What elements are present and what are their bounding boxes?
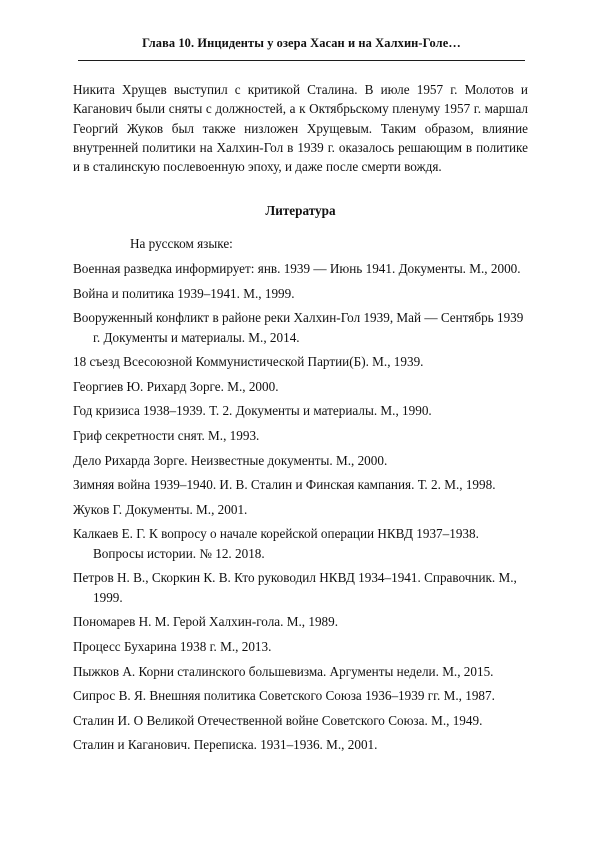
bibliography-entry: Георгиев Ю. Рихард Зорге. М., 2000. [73,378,279,394]
language-label: На русском языке: [130,235,233,251]
bibliography-entry: Пономарев Н. М. Герой Халхин-гола. М., 1989. [73,614,339,630]
bibliography-entry: Сипрос В. Я. Внешняя политика Советского Союза 1936–1939 гг. М., 1987. [73,688,495,704]
bibliography-entry: Калкаев Е. Г. К вопросу о начале корейской операции НКВД 1937–1938. Вопросы истории. № 12. 2018. [73,526,479,561]
bibliography-entry: Пыжков А. Корни сталинского большевизма. Аргументы недели. М., 2015. [73,663,494,679]
header-rule-divider [78,60,525,61]
bibliography-entry: Сталин И. О Великой Отечественной войне Советского Союза. М., 1949. [73,712,483,728]
bibliography-entry: 18 съезд Всесоюзной Коммунистической Партии(Б). М., 1939. [73,354,424,370]
bibliography-entry: Вооруженный конфликт в районе реки Халхин-Гол 1939, Май — Сентябрь 1939 г. Документы и материалы. М., 2014. [73,310,524,345]
bibliography-entry: Военная разведка информирует: янв. 1939 — Июнь 1941. Документы. М., 2000. [73,261,521,277]
bibliography-entry: Дело Рихарда Зорге. Неизвестные документы. М., 2000. [73,452,388,468]
bibliography-entry: Жуков Г. Документы. М., 2001. [73,501,248,517]
page-content [73,80,528,760]
bibliography-entry: Петров Н. В., Скоркин К. В. Кто руководил НКВД 1934–1941. Справочник. М., 1999. [73,570,517,605]
bibliography-entry: Процесс Бухарина 1938 г. М., 2013. [73,639,272,655]
bibliography-entry: Сталин и Каганович. Переписка. 1931–1936. М., 2001. [73,737,378,753]
literature-heading: Литература [265,203,336,219]
bibliography-entry: Зимняя война 1939–1940. И. В. Сталин и Финская кампания. Т. 2. М., 1998. [73,477,496,493]
bibliography-entry: Год кризиса 1938–1939. Т. 2. Документы и материалы. М., 1990. [73,403,432,419]
bibliography-entry: Война и политика 1939–1941. М., 1999. [73,285,295,301]
bibliography-entry: Гриф секретности снят. М., 1993. [73,428,260,444]
running-header: Глава 10. Инциденты у озера Хасан и на Халхин-Голе… [142,36,461,50]
body-paragraph: Никита Хрущев выступил с критикой Сталина. В июле 1957 г. Молотов и Каганович были сняты с должностей, а к Октябрьскому пленуму 1957 г. маршал Георгий Жуков был также низложен Хрущевым. Таким образом, влияние внутренней политики на Халхин-Гол в 1939 г. оказалось решающим в политике и в сталинскую послевоенную эпоху, и даже после смерти вождя. [73,82,528,175]
bibliography-list [73,253,528,755]
